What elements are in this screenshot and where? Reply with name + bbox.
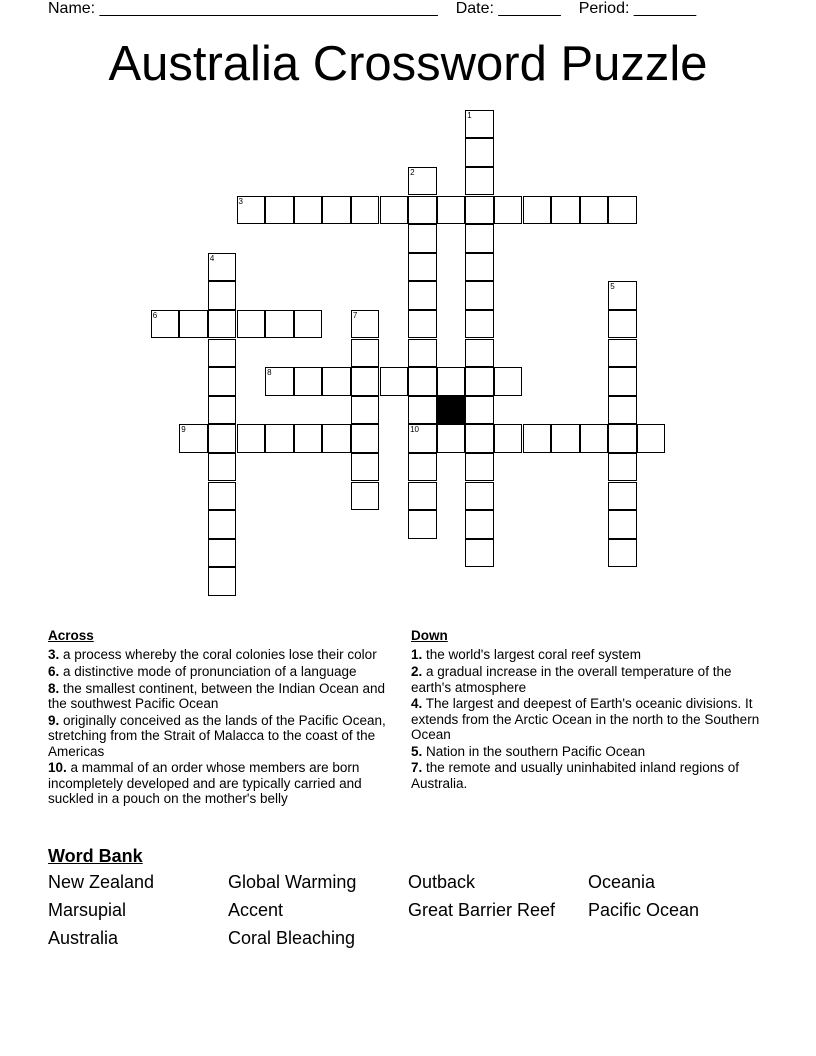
clue-text: a gradual increase in the overall temperature of the earth's atmosphere xyxy=(411,664,732,695)
grid-cell[interactable] xyxy=(294,367,323,396)
blocked-cell xyxy=(437,396,466,425)
grid-cell[interactable] xyxy=(351,396,380,425)
clue-number-label: 6 xyxy=(152,310,158,320)
grid-cell[interactable] xyxy=(265,196,294,225)
grid-cell[interactable] xyxy=(351,367,380,396)
grid-cell[interactable] xyxy=(351,424,380,453)
clue-number-label: 2 xyxy=(410,167,415,177)
word-bank-title: Word Bank xyxy=(48,846,143,866)
grid-cell[interactable] xyxy=(551,196,580,225)
word-bank-item: Coral Bleaching xyxy=(228,928,356,948)
grid-cell[interactable] xyxy=(608,424,637,453)
grid-cell[interactable] xyxy=(208,424,237,453)
word-bank-item: Pacific Ocean xyxy=(588,900,700,920)
clue-number: 7. xyxy=(411,760,423,776)
grid-cell[interactable] xyxy=(237,424,266,453)
word-bank xyxy=(48,845,768,949)
grid-cell[interactable] xyxy=(465,281,494,310)
down-heading: Down xyxy=(411,628,448,643)
across-clue xyxy=(48,713,406,759)
grid-cell[interactable] xyxy=(208,453,237,482)
grid-cell[interactable] xyxy=(608,539,637,568)
clue-text: originally conceived as the lands of the Pacific Ocean, stretching from the Strait of Malacca to the coast of the Americas xyxy=(48,712,386,759)
grid-cell[interactable] xyxy=(494,424,523,453)
grid-cell[interactable] xyxy=(465,510,494,539)
grid-cell[interactable] xyxy=(408,453,437,482)
date-label: Date: xyxy=(455,0,494,17)
grid-cell[interactable] xyxy=(551,424,580,453)
grid-cell[interactable] xyxy=(437,424,466,453)
clue-text: a distinctive mode of pronunciation of a language xyxy=(63,664,357,680)
grid-cell[interactable] xyxy=(408,281,437,310)
clue-number: 4. xyxy=(411,696,423,712)
grid-cell[interactable] xyxy=(608,281,637,310)
down-clues xyxy=(411,628,761,793)
grid-cell[interactable] xyxy=(208,567,237,596)
grid-cell[interactable] xyxy=(437,196,466,225)
across-clue xyxy=(48,681,406,712)
grid-cell[interactable] xyxy=(294,424,323,453)
grid-cell[interactable] xyxy=(351,310,380,339)
grid-cell[interactable] xyxy=(608,310,637,339)
grid-cell[interactable] xyxy=(608,196,637,225)
grid-cell[interactable] xyxy=(179,424,208,453)
down-clue xyxy=(411,696,761,742)
grid-cell[interactable] xyxy=(465,367,494,396)
grid-cell[interactable] xyxy=(408,167,437,196)
grid-cell[interactable] xyxy=(637,424,666,453)
across-clue xyxy=(48,760,406,806)
across-clue xyxy=(48,647,406,662)
grid-cell[interactable] xyxy=(208,539,237,568)
grid-cell[interactable] xyxy=(408,196,437,225)
grid-cell[interactable] xyxy=(465,138,494,167)
grid-cell[interactable] xyxy=(408,424,437,453)
word-bank-item: Great Barrier Reef xyxy=(408,900,556,920)
word-bank-item: Global Warming xyxy=(228,872,357,892)
grid-cell[interactable] xyxy=(408,396,437,425)
clue-number-label: 7 xyxy=(352,310,358,320)
clue-text: the remote and usually uninhabited inland regions of Australia. xyxy=(411,760,739,791)
grid-cell[interactable] xyxy=(608,367,637,396)
grid-cell[interactable] xyxy=(208,482,237,511)
down-clue xyxy=(411,760,761,791)
clue-number-label: 5 xyxy=(610,282,615,292)
name-label: Name: xyxy=(48,0,96,17)
clue-number: 10. xyxy=(48,760,67,776)
grid-cell[interactable] xyxy=(465,196,494,225)
grid-cell[interactable] xyxy=(208,253,237,282)
grid-cell[interactable] xyxy=(465,167,494,196)
grid-cell[interactable] xyxy=(408,482,437,511)
grid-cell[interactable] xyxy=(408,367,437,396)
word-bank-item: Marsupial xyxy=(48,900,127,920)
clue-text: the world's largest coral reef system xyxy=(426,647,641,663)
grid-cell[interactable] xyxy=(608,339,637,368)
grid-cell[interactable] xyxy=(465,539,494,568)
grid-cell[interactable] xyxy=(465,453,494,482)
word-bank-item: Outback xyxy=(408,872,476,892)
clue-number-label: 1 xyxy=(467,110,472,120)
grid-cell[interactable] xyxy=(494,367,523,396)
grid-cell[interactable] xyxy=(437,367,466,396)
clue-text: Nation in the southern Pacific Ocean xyxy=(426,743,646,759)
grid-cell[interactable] xyxy=(380,367,409,396)
grid-cell[interactable] xyxy=(208,281,237,310)
word-bank-list xyxy=(48,871,768,949)
clue-number-label: 3 xyxy=(238,196,243,206)
grid-cell[interactable] xyxy=(465,424,494,453)
clue-number: 8. xyxy=(48,680,60,696)
clue-text: the smallest continent, between the Indian Ocean and the southwest Pacific Ocean xyxy=(48,680,385,712)
page-title: Australia Crossword Puzzle xyxy=(108,37,708,91)
clue-number-label: 4 xyxy=(209,253,215,263)
grid-cell[interactable] xyxy=(465,339,494,368)
grid-cell[interactable] xyxy=(208,510,237,539)
grid-cell[interactable] xyxy=(465,396,494,425)
grid-cell[interactable] xyxy=(465,482,494,511)
clue-text: The largest and deepest of Earth's oceanic divisions. It extends from the Arctic Ocean in the north to the Southern Ocean xyxy=(411,696,760,743)
name-blank[interactable]: ______________________________________ xyxy=(99,0,438,17)
clue-number-label: 10 xyxy=(410,425,419,435)
grid-cell[interactable] xyxy=(208,367,237,396)
clue-number: 2. xyxy=(411,664,423,680)
period-label: Period: xyxy=(578,0,630,17)
grid-cell[interactable] xyxy=(580,196,609,225)
grid-cell[interactable] xyxy=(208,396,237,425)
grid-cell[interactable] xyxy=(237,196,266,225)
grid-cell[interactable] xyxy=(208,339,237,368)
grid-cell[interactable] xyxy=(265,424,294,453)
date-blank[interactable]: _______ xyxy=(498,0,561,17)
clue-number: 3. xyxy=(48,647,60,663)
word-bank-item: New Zealand xyxy=(48,872,155,892)
across-clues xyxy=(48,628,406,808)
grid-cell[interactable] xyxy=(608,396,637,425)
clue-number-label: 8 xyxy=(267,368,272,378)
grid-cell[interactable] xyxy=(608,453,637,482)
grid-cell[interactable] xyxy=(265,367,294,396)
grid-cell[interactable] xyxy=(580,424,609,453)
grid-cell[interactable] xyxy=(408,224,437,253)
clue-number: 5. xyxy=(411,743,423,759)
grid-cell[interactable] xyxy=(351,453,380,482)
grid-cell[interactable] xyxy=(208,310,237,339)
grid-cell[interactable] xyxy=(322,424,351,453)
clue-text: a mammal of an order whose members are born incompletely developed and are typically carried and suckled in a pouch on the mother's belly xyxy=(48,760,362,807)
grid-cell[interactable] xyxy=(408,339,437,368)
grid-cell[interactable] xyxy=(294,196,323,225)
clue-number-label: 9 xyxy=(181,425,186,435)
grid-cell[interactable] xyxy=(494,196,523,225)
grid-cell[interactable] xyxy=(265,310,294,339)
grid-cell[interactable] xyxy=(380,196,409,225)
down-clue xyxy=(411,744,761,759)
grid-cell[interactable] xyxy=(523,424,552,453)
grid-cell[interactable] xyxy=(523,196,552,225)
period-blank[interactable]: _______ xyxy=(633,0,697,17)
grid-cell[interactable] xyxy=(465,224,494,253)
grid-cell[interactable] xyxy=(465,110,494,139)
grid-cell[interactable] xyxy=(408,510,437,539)
clue-number: 1. xyxy=(411,647,423,663)
grid-cell[interactable] xyxy=(151,310,180,339)
word-bank-item: Accent xyxy=(228,900,284,920)
grid-cell[interactable] xyxy=(237,310,266,339)
grid-cell[interactable] xyxy=(608,510,637,539)
grid-cell[interactable] xyxy=(294,310,323,339)
grid-cell[interactable] xyxy=(408,253,437,282)
clue-number: 9. xyxy=(48,712,60,728)
grid-cell[interactable] xyxy=(322,196,351,225)
clue-number: 6. xyxy=(48,664,60,680)
down-clue xyxy=(411,647,761,662)
grid-cell[interactable] xyxy=(465,253,494,282)
across-heading: Across xyxy=(48,628,94,643)
grid-cell[interactable] xyxy=(351,482,380,511)
clue-text: a process whereby the coral colonies lose their color xyxy=(63,647,377,663)
word-bank-item: Australia xyxy=(48,928,119,948)
grid-cell[interactable] xyxy=(351,339,380,368)
grid-cell[interactable] xyxy=(465,310,494,339)
across-clue xyxy=(48,664,406,679)
word-bank-item: Oceania xyxy=(588,872,656,892)
grid-cell[interactable] xyxy=(408,310,437,339)
grid-cell[interactable] xyxy=(351,196,380,225)
grid-cell[interactable] xyxy=(322,367,351,396)
grid-cell[interactable] xyxy=(179,310,208,339)
down-clue xyxy=(411,664,761,695)
grid-cell[interactable] xyxy=(608,482,637,511)
